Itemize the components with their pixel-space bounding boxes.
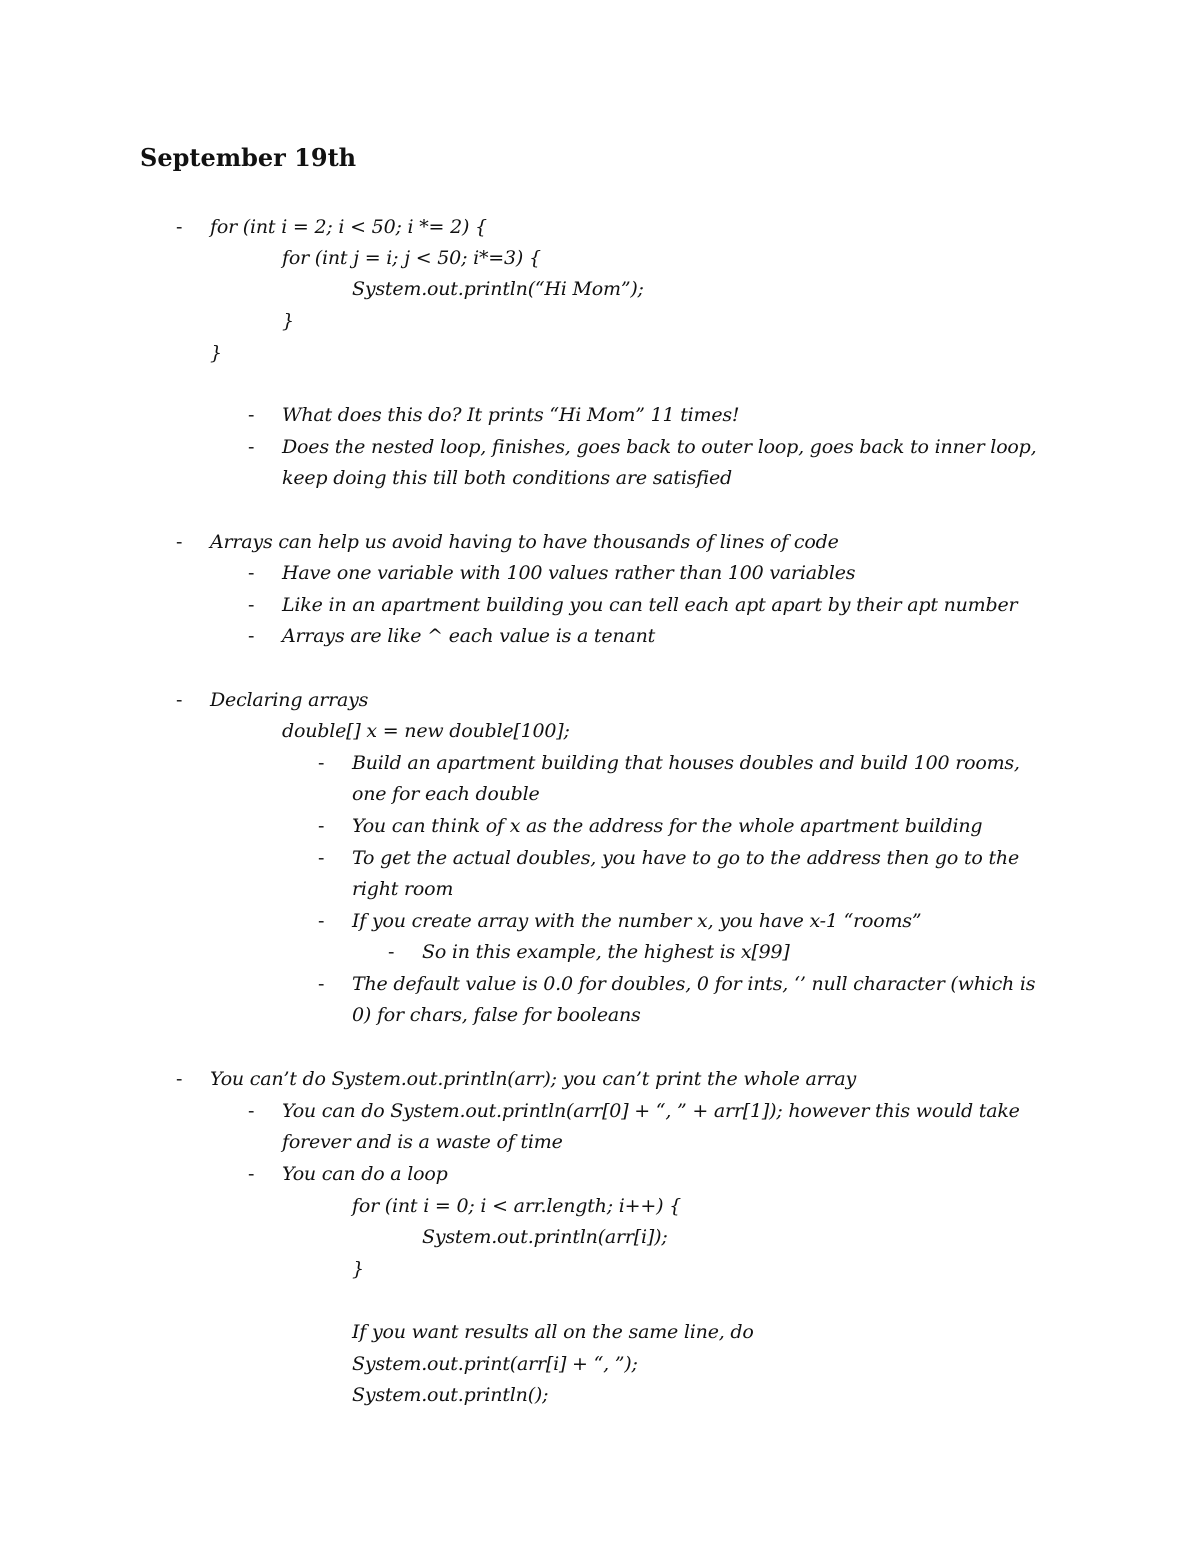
bullet-dash: -	[176, 689, 183, 711]
note-line: If you create array with the number x, you have x-1 “rooms”	[352, 910, 922, 932]
note-line: for (int j = i; j < 50; i*=3) {	[282, 247, 541, 269]
bullet-dash: -	[248, 562, 255, 584]
bullet-dash: -	[176, 216, 183, 238]
note-line: So in this example, the highest is x[99]	[422, 941, 790, 963]
note-line: Like in an apartment building you can tell each apt apart by their apt number	[282, 594, 1018, 616]
note-line: Arrays can help us avoid having to have thousands of lines of code	[210, 531, 839, 553]
note-line: }	[352, 1258, 364, 1280]
bullet-dash: -	[388, 941, 395, 963]
note-line: System.out.println();	[352, 1384, 549, 1406]
bullet-dash: -	[318, 847, 325, 869]
bullet-dash: -	[318, 752, 325, 774]
note-line: Does the nested loop, finishes, goes back to outer loop, goes back to inner loop,	[282, 436, 1037, 458]
note-line: keep doing this till both conditions are satisfied	[282, 467, 732, 489]
note-line: }	[210, 342, 222, 364]
note-line: one for each double	[352, 783, 540, 805]
note-line: right room	[352, 878, 454, 900]
note-line: System.out.println(arr[i]);	[422, 1226, 668, 1248]
bullet-dash: -	[318, 815, 325, 837]
note-line: for (int i = 2; i < 50; i *= 2) {	[210, 216, 487, 238]
bullet-dash: -	[248, 625, 255, 647]
note-line: System.out.println(“Hi Mom”);	[352, 278, 644, 300]
note-line: The default value is 0.0 for doubles, 0 for ints, ‘’ null character (which is	[352, 973, 1036, 995]
bullet-dash: -	[248, 1100, 255, 1122]
note-line: double[] x = new double[100];	[282, 720, 570, 742]
bullet-dash: -	[176, 531, 183, 553]
note-line: You can think of x as the address for the whole apartment building	[352, 815, 983, 837]
note-line: Have one variable with 100 values rather than 100 variables	[282, 562, 856, 584]
note-line: for (int i = 0; i < arr.length; i++) {	[352, 1195, 682, 1217]
note-line: You can’t do System.out.println(arr); you can’t print the whole array	[210, 1068, 857, 1090]
bullet-dash: -	[248, 436, 255, 458]
note-line: To get the actual doubles, you have to go to the address then go to the	[352, 847, 1019, 869]
page-title: September 19th	[140, 143, 357, 172]
note-line: }	[282, 310, 294, 332]
note-line: Arrays are like ^ each value is a tenant	[282, 625, 656, 647]
note-line: You can do System.out.println(arr[0] + “, ” + arr[1]); however this would take	[282, 1100, 1020, 1122]
bullet-dash: -	[248, 1163, 255, 1185]
note-line: If you want results all on the same line, do	[352, 1321, 754, 1343]
bullet-dash: -	[318, 910, 325, 932]
note-line: Build an apartment building that houses doubles and build 100 rooms,	[352, 752, 1020, 774]
note-line: 0) for chars, false for booleans	[352, 1004, 641, 1026]
bullet-dash: -	[318, 973, 325, 995]
bullet-dash: -	[248, 594, 255, 616]
bullet-dash: -	[248, 404, 255, 426]
note-line: forever and is a waste of time	[282, 1131, 563, 1153]
bullet-dash: -	[176, 1068, 183, 1090]
note-line: System.out.print(arr[i] + “, ”);	[352, 1353, 638, 1375]
note-line: Declaring arrays	[210, 689, 369, 711]
note-line: What does this do? It prints “Hi Mom” 11 times!	[282, 404, 740, 426]
note-line: You can do a loop	[282, 1163, 448, 1185]
